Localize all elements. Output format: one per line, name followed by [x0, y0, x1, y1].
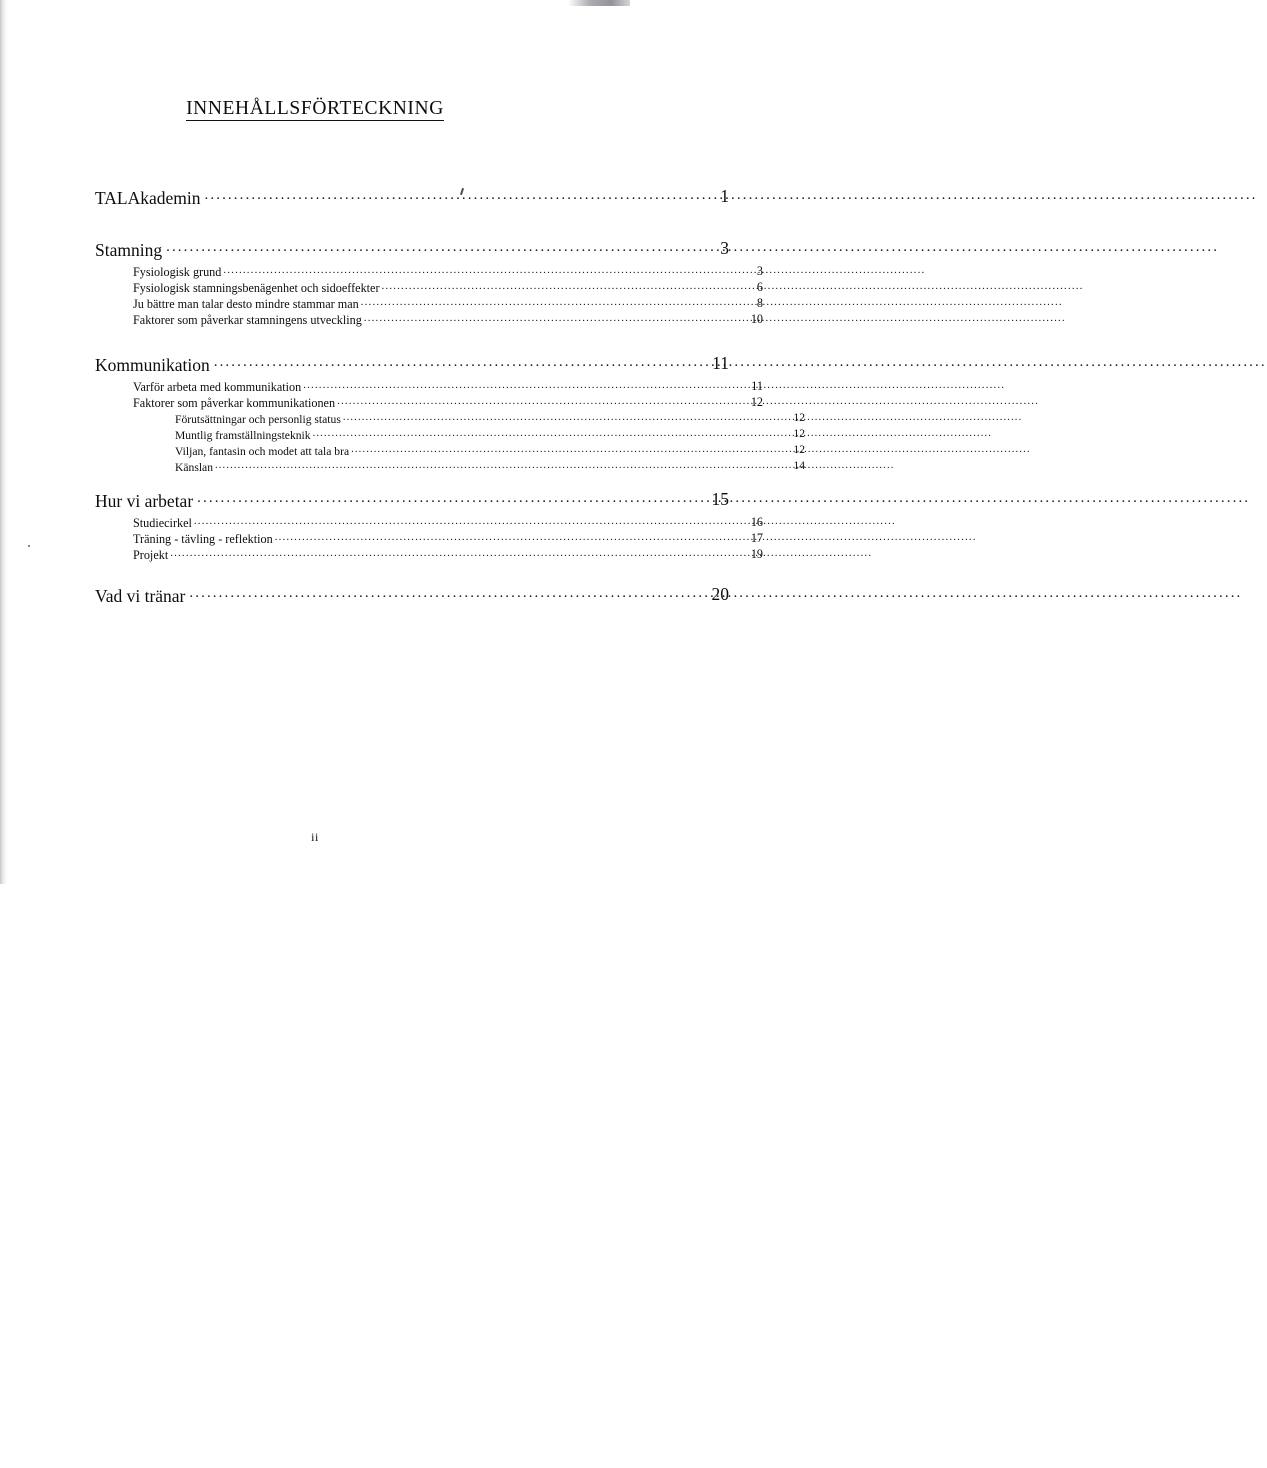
toc-entry-page-number: 12 — [750, 395, 763, 409]
scan-smudge-artifact — [568, 0, 630, 6]
toc-entry-page-number: 12 — [793, 427, 805, 440]
page-number: ii — [311, 830, 319, 844]
toc-entry[interactable] — [133, 280, 763, 296]
toc-entry-label: Kommunikation — [95, 354, 210, 375]
toc-entry-label: Fysiologisk grund — [133, 265, 222, 280]
toc-entry-page-number: 19 — [750, 547, 763, 561]
toc-entry[interactable] — [133, 547, 763, 563]
toc-entry[interactable] — [95, 238, 729, 261]
toc-entry[interactable] — [95, 489, 729, 512]
toc-entry-label: Faktorer som påverkar kommunikationen — [133, 396, 336, 411]
toc-entry-label: Muntlig framställningsteknik — [175, 428, 311, 442]
scan-speck — [28, 545, 30, 547]
toc-entry-label: Stamning — [95, 239, 163, 260]
toc-entry[interactable] — [133, 264, 763, 280]
toc-entry-label: Träning - tävling - reflektion — [133, 532, 273, 547]
toc-entry-label: Känslan — [175, 460, 213, 474]
toc-entry-label: Viljan, fantasin och modet att tala bra — [175, 444, 350, 458]
toc-entry[interactable] — [133, 515, 763, 531]
toc-entry-label: TALAkademin — [95, 187, 201, 208]
toc-entry[interactable] — [133, 312, 763, 328]
toc-entry-label: Vad vi tränar — [95, 585, 186, 606]
scan-edge-artifact — [0, 0, 7, 884]
toc-entry-page-number: 3 — [720, 238, 729, 258]
toc-entry-page-number: 12 — [793, 411, 805, 424]
toc-entry-label: Varför arbeta med kommunikation — [133, 380, 302, 395]
toc-entry[interactable] — [175, 443, 805, 458]
toc-entry[interactable] — [133, 395, 763, 411]
toc-entry-label: Studiecirkel — [133, 516, 192, 531]
page-title-text: INNEHÅLLSFÖRTECKNING — [186, 98, 444, 119]
toc-entry-label: Förutsättningar och personlig status — [175, 412, 341, 426]
toc-entry-page-number: 16 — [750, 515, 763, 529]
toc-entry-page-number: 10 — [750, 312, 763, 326]
toc-entry[interactable] — [133, 379, 763, 395]
toc-entry-page-number: 8 — [756, 296, 763, 310]
toc-entry[interactable] — [95, 584, 729, 607]
toc-entry[interactable] — [175, 459, 805, 474]
toc-entry-label: Hur vi arbetar — [95, 490, 194, 511]
toc-entry-page-number: 12 — [793, 443, 805, 456]
toc-entry-label: Fysiologisk stamningsbenägenhet och sidoeffekter — [133, 281, 380, 296]
toc-entry[interactable] — [175, 427, 805, 442]
toc-entry[interactable] — [175, 411, 805, 426]
toc-entry[interactable] — [133, 531, 763, 547]
toc-entry-label: Projekt — [133, 548, 169, 563]
toc-entry-page-number: 14 — [793, 459, 805, 472]
toc-entry-page-number: 3 — [756, 264, 763, 278]
toc-entry-page-number: 20 — [711, 584, 729, 604]
toc-entry-label: Faktorer som påverkar stamningens utveckling — [133, 313, 362, 328]
page-title — [0, 98, 630, 120]
toc-entry[interactable] — [95, 353, 729, 376]
toc-entry-label: Ju bättre man talar desto mindre stammar man — [133, 297, 359, 312]
toc-entry[interactable] — [133, 296, 763, 312]
scanned-page — [0, 0, 805, 884]
toc-entry-page-number: 11 — [751, 379, 763, 393]
toc-entry-page-number: 17 — [750, 531, 763, 545]
toc-entry[interactable] — [95, 186, 729, 209]
toc-entry-page-number: 1 — [720, 186, 729, 206]
toc-entry-page-number: 15 — [711, 489, 729, 509]
toc-entry-page-number: 11 — [712, 353, 729, 373]
toc-entry-page-number: 6 — [756, 280, 763, 294]
